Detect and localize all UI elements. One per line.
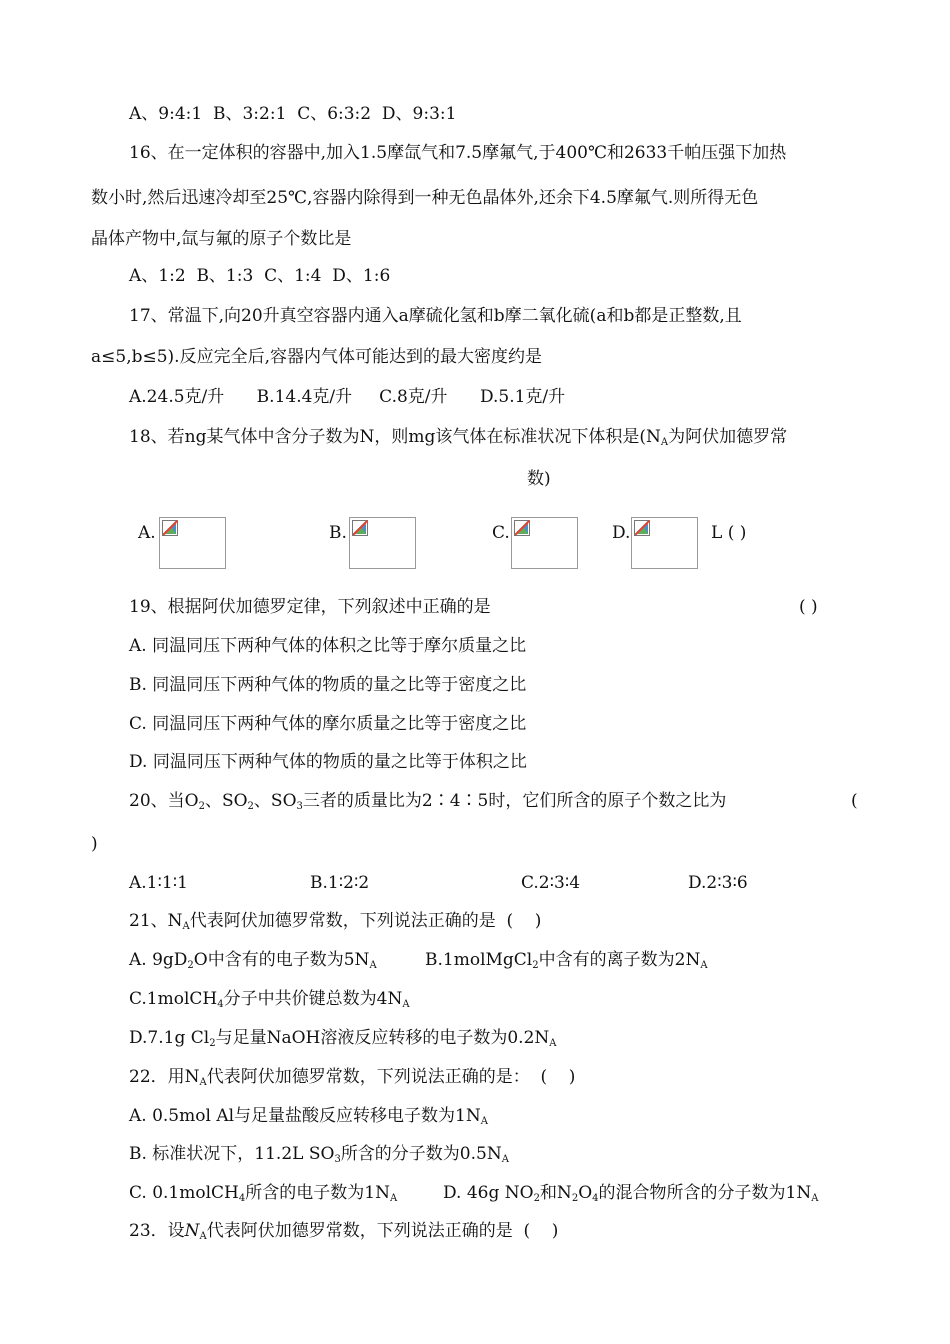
q22-stem: 22．用$N_A$代表阿伏加德罗常数，下列说法正确的是： ( ): [129, 1067, 576, 1088]
q21-option-b: B.1molMgCl$_2$中含有的离子数为$2N_A$: [425, 950, 708, 971]
q17-stem-line1: 17、常温下,向20升真空容器内通入a摩硫化氢和b摩二氧化硫(a和b都是正整数,且: [129, 306, 742, 326]
q18-option-b-formula-image: [349, 517, 416, 569]
q18-option-a-formula-image: [159, 517, 226, 569]
q21-option-d: D.7.1g $Cl_2$与足量NaOH溶液反应转移的电子数为$0.2N_A$: [129, 1028, 557, 1049]
q19-option-b: B. 同温同压下两种气体的物质的量之比等于密度之比: [129, 675, 527, 695]
q19-option-d: D. 同温同压下两种气体的物质的量之比等于体积之比: [129, 752, 527, 772]
broken-image-icon: [514, 520, 530, 536]
q18-option-d-label: D.: [612, 523, 631, 543]
broken-image-icon: [352, 520, 368, 536]
q22-option-d: D. 46g $NO_2$和$N_2O_4$的混合物所含的分子数为$1N_A$: [443, 1183, 819, 1204]
q16-options: A、1:2 B、1:3 C、1:4 D、1:6: [129, 266, 391, 286]
q16-stem-line3: 晶体产物中,氙与氟的原子个数比是: [91, 229, 352, 249]
q17-options: A.24.5克/升 B.14.4克/升 C.8克/升 D.5.1克/升: [129, 387, 566, 407]
q18-stem-line2: 数): [527, 469, 551, 489]
q16-stem-line1: 16、在一定体积的容器中,加入1.5摩氙气和7.5摩氟气,于400℃和2633千帕压强下加热: [129, 143, 787, 163]
q23-stem: 23．设$N_A$代表阿伏加德罗常数，下列说法正确的是 ( ): [129, 1221, 559, 1242]
q22-option-c: C. 0.1molCH$_4$所含的电子数为$1N_A$: [129, 1183, 398, 1204]
q18-option-c-label: C.: [492, 523, 510, 543]
q19-option-c: C. 同温同压下两种气体的摩尔质量之比等于密度之比: [129, 714, 527, 734]
q22-option-b: B. 标准状况下，11.2L $SO_3$所含的分子数为$0.5N_A$: [129, 1144, 509, 1165]
q18-stem-line1: 18、若ng某气体中含分子数为N，则mg该气体在标准状况下体积是($N_A$为阿伏加德罗常: [129, 427, 788, 448]
q20-option-d: D.2∶3∶6: [688, 873, 748, 893]
q18-unit-and-answer-blank: L ( ): [711, 523, 747, 543]
broken-image-icon: [162, 520, 178, 536]
q21-option-c: C.1molCH$_4$分子中共价键总数为$4N_A$: [129, 989, 410, 1010]
q20-answer-blank-close: ): [91, 834, 98, 854]
q20-option-a: A.1∶1∶1: [129, 873, 188, 893]
q18-option-b-label: B.: [329, 523, 347, 543]
q17-stem-line2: a≤5,b≤5).反应完全后,容器内气体可能达到的最大密度约是: [91, 347, 542, 367]
q16-stem-line2: 数小时,然后迅速冷却至25℃,容器内除得到一种无色晶体外,还余下4.5摩氟气.则所得无色: [91, 188, 759, 208]
q19-option-a: A. 同温同压下两种气体的体积之比等于摩尔质量之比: [129, 636, 527, 656]
q18-option-a-label: A.: [138, 523, 156, 543]
q18-option-c-formula-image: [511, 517, 578, 569]
q21-option-a: A. $9gD_2O$中含有的电子数为$5N_A$: [129, 950, 377, 971]
q20-answer-blank-open: (: [851, 791, 858, 811]
q18-option-d-formula-image: [631, 517, 698, 569]
q15-options: A、9:4:1 B、3:2:1 C、6:3:2 D、9:3:1: [129, 104, 457, 124]
q20-option-c: C.2∶3∶4: [521, 873, 581, 893]
q19-stem: 19、根据阿伏加德罗定律，下列叙述中正确的是: [129, 597, 491, 617]
q20-stem: 20、当$O_2$、$SO_2$、$SO_3$三者的质量比为2∶4∶5时，它们所含的原子个数之比为: [129, 791, 727, 812]
q22-option-a: A. 0.5mol Al与足量盐酸反应转移电子数为$1N_A$: [129, 1106, 488, 1127]
broken-image-icon: [634, 520, 650, 536]
q19-answer-blank: ( ): [799, 597, 818, 617]
q21-stem: 21、$N_A$代表阿伏加德罗常数，下列说法正确的是 ( ): [129, 911, 542, 932]
q20-option-b: B.1∶2∶2: [310, 873, 370, 893]
